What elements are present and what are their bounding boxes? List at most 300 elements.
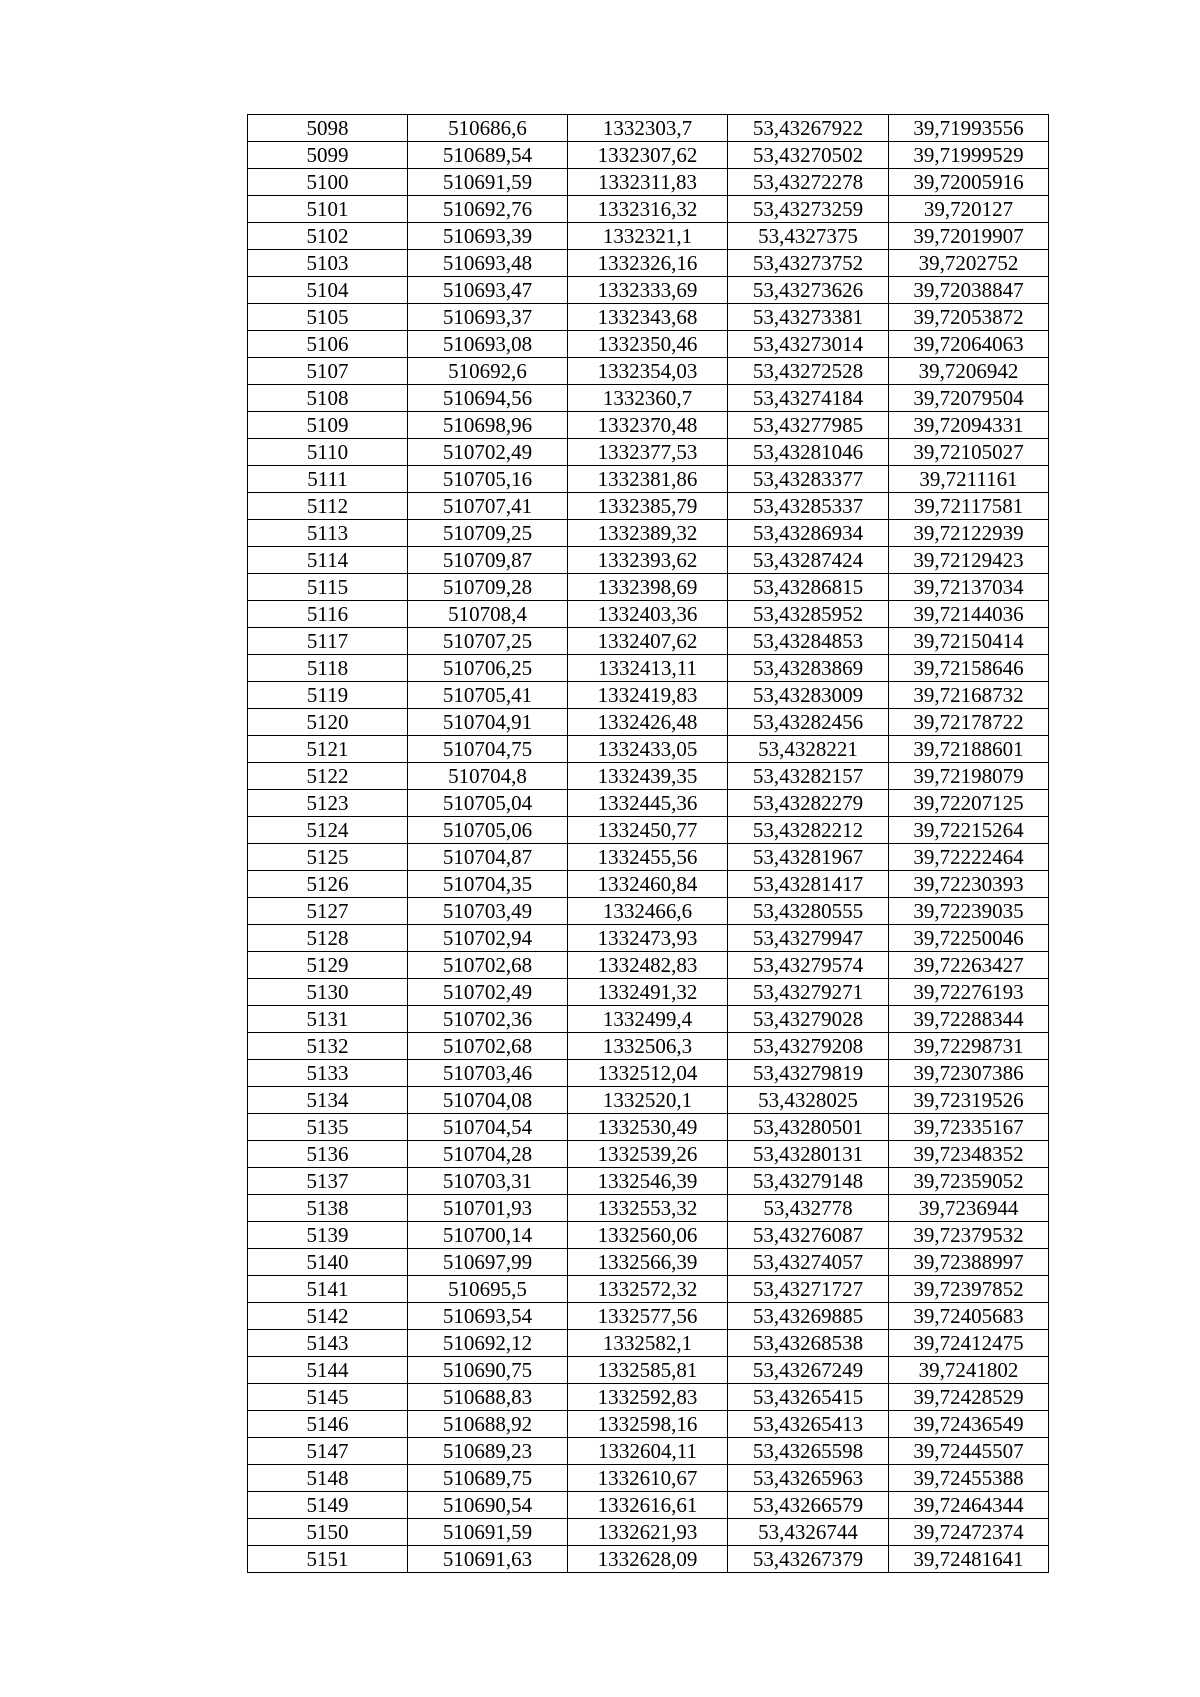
table-row: [248, 1384, 1049, 1411]
point-number-cell: 5102: [248, 223, 408, 250]
y-coordinate-cell: 1332450,77: [568, 817, 728, 844]
table-row: [248, 1087, 1049, 1114]
y-coordinate-cell: 1332539,26: [568, 1141, 728, 1168]
point-number-cell: 5138: [248, 1195, 408, 1222]
latitude-cell: 53,43282157: [728, 763, 889, 790]
point-number-cell: 5147: [248, 1438, 408, 1465]
latitude-cell: 53,43282456: [728, 709, 889, 736]
latitude-cell: 53,43273014: [728, 331, 889, 358]
table-row: [248, 1168, 1049, 1195]
latitude-cell: 53,43279819: [728, 1060, 889, 1087]
table-row: [248, 1114, 1049, 1141]
latitude-cell: 53,43268538: [728, 1330, 889, 1357]
table-row: [248, 979, 1049, 1006]
x-coordinate-cell: 510704,75: [408, 736, 568, 763]
x-coordinate-cell: 510697,99: [408, 1249, 568, 1276]
y-coordinate-cell: 1332311,83: [568, 169, 728, 196]
y-coordinate-cell: 1332482,83: [568, 952, 728, 979]
latitude-cell: 53,43285337: [728, 493, 889, 520]
table-row: [248, 250, 1049, 277]
x-coordinate-cell: 510704,35: [408, 871, 568, 898]
table-row: [248, 628, 1049, 655]
longitude-cell: 39,72464344: [889, 1492, 1049, 1519]
table-row: [248, 1060, 1049, 1087]
table-row: [248, 1222, 1049, 1249]
point-number-cell: 5103: [248, 250, 408, 277]
latitude-cell: 53,43287424: [728, 547, 889, 574]
x-coordinate-cell: 510693,48: [408, 250, 568, 277]
longitude-cell: 39,72472374: [889, 1519, 1049, 1546]
table-row: [248, 1438, 1049, 1465]
table-row: [248, 223, 1049, 250]
point-number-cell: 5115: [248, 574, 408, 601]
y-coordinate-cell: 1332413,11: [568, 655, 728, 682]
longitude-cell: 39,72335167: [889, 1114, 1049, 1141]
y-coordinate-cell: 1332439,35: [568, 763, 728, 790]
latitude-cell: 53,43279148: [728, 1168, 889, 1195]
longitude-cell: 39,72445507: [889, 1438, 1049, 1465]
latitude-cell: 53,43285952: [728, 601, 889, 628]
coordinates-table-body: [248, 115, 1049, 1573]
longitude-cell: 39,72250046: [889, 925, 1049, 952]
point-number-cell: 5111: [248, 466, 408, 493]
point-number-cell: 5144: [248, 1357, 408, 1384]
x-coordinate-cell: 510691,59: [408, 1519, 568, 1546]
latitude-cell: 53,43279271: [728, 979, 889, 1006]
x-coordinate-cell: 510705,04: [408, 790, 568, 817]
y-coordinate-cell: 1332393,62: [568, 547, 728, 574]
point-number-cell: 5101: [248, 196, 408, 223]
y-coordinate-cell: 1332354,03: [568, 358, 728, 385]
y-coordinate-cell: 1332506,3: [568, 1033, 728, 1060]
x-coordinate-cell: 510690,75: [408, 1357, 568, 1384]
longitude-cell: 39,72105027: [889, 439, 1049, 466]
x-coordinate-cell: 510709,28: [408, 574, 568, 601]
latitude-cell: 53,43281417: [728, 871, 889, 898]
y-coordinate-cell: 1332433,05: [568, 736, 728, 763]
x-coordinate-cell: 510702,68: [408, 952, 568, 979]
latitude-cell: 53,43270502: [728, 142, 889, 169]
point-number-cell: 5132: [248, 1033, 408, 1060]
latitude-cell: 53,43273259: [728, 196, 889, 223]
latitude-cell: 53,4328025: [728, 1087, 889, 1114]
y-coordinate-cell: 1332628,09: [568, 1546, 728, 1573]
x-coordinate-cell: 510688,83: [408, 1384, 568, 1411]
y-coordinate-cell: 1332473,93: [568, 925, 728, 952]
latitude-cell: 53,43281046: [728, 439, 889, 466]
x-coordinate-cell: 510693,39: [408, 223, 568, 250]
x-coordinate-cell: 510695,5: [408, 1276, 568, 1303]
latitude-cell: 53,43265963: [728, 1465, 889, 1492]
y-coordinate-cell: 1332360,7: [568, 385, 728, 412]
x-coordinate-cell: 510702,36: [408, 1006, 568, 1033]
point-number-cell: 5120: [248, 709, 408, 736]
y-coordinate-cell: 1332491,32: [568, 979, 728, 1006]
y-coordinate-cell: 1332426,48: [568, 709, 728, 736]
y-coordinate-cell: 1332520,1: [568, 1087, 728, 1114]
y-coordinate-cell: 1332621,93: [568, 1519, 728, 1546]
y-coordinate-cell: 1332610,67: [568, 1465, 728, 1492]
x-coordinate-cell: 510702,94: [408, 925, 568, 952]
x-coordinate-cell: 510703,46: [408, 1060, 568, 1087]
longitude-cell: 39,72117581: [889, 493, 1049, 520]
latitude-cell: 53,43280555: [728, 898, 889, 925]
x-coordinate-cell: 510703,49: [408, 898, 568, 925]
table-row: [248, 358, 1049, 385]
table-row: [248, 1006, 1049, 1033]
latitude-cell: 53,43282212: [728, 817, 889, 844]
table-row: [248, 115, 1049, 142]
latitude-cell: 53,43276087: [728, 1222, 889, 1249]
coordinates-table: [247, 114, 1049, 1573]
x-coordinate-cell: 510704,28: [408, 1141, 568, 1168]
x-coordinate-cell: 510704,91: [408, 709, 568, 736]
x-coordinate-cell: 510704,54: [408, 1114, 568, 1141]
point-number-cell: 5127: [248, 898, 408, 925]
latitude-cell: 53,43286934: [728, 520, 889, 547]
x-coordinate-cell: 510692,12: [408, 1330, 568, 1357]
latitude-cell: 53,4327375: [728, 223, 889, 250]
longitude-cell: 39,72388997: [889, 1249, 1049, 1276]
x-coordinate-cell: 510689,54: [408, 142, 568, 169]
latitude-cell: 53,43272528: [728, 358, 889, 385]
latitude-cell: 53,43265415: [728, 1384, 889, 1411]
x-coordinate-cell: 510701,93: [408, 1195, 568, 1222]
x-coordinate-cell: 510689,75: [408, 1465, 568, 1492]
y-coordinate-cell: 1332585,81: [568, 1357, 728, 1384]
longitude-cell: 39,72053872: [889, 304, 1049, 331]
longitude-cell: 39,7206942: [889, 358, 1049, 385]
longitude-cell: 39,71999529: [889, 142, 1049, 169]
y-coordinate-cell: 1332616,61: [568, 1492, 728, 1519]
x-coordinate-cell: 510704,8: [408, 763, 568, 790]
longitude-cell: 39,72188601: [889, 736, 1049, 763]
y-coordinate-cell: 1332326,16: [568, 250, 728, 277]
point-number-cell: 5140: [248, 1249, 408, 1276]
longitude-cell: 39,72094331: [889, 412, 1049, 439]
x-coordinate-cell: 510706,25: [408, 655, 568, 682]
point-number-cell: 5104: [248, 277, 408, 304]
longitude-cell: 39,71993556: [889, 115, 1049, 142]
longitude-cell: 39,7241802: [889, 1357, 1049, 1384]
table-row: [248, 142, 1049, 169]
longitude-cell: 39,7236944: [889, 1195, 1049, 1222]
x-coordinate-cell: 510686,6: [408, 115, 568, 142]
longitude-cell: 39,72307386: [889, 1060, 1049, 1087]
point-number-cell: 5107: [248, 358, 408, 385]
latitude-cell: 53,43265598: [728, 1438, 889, 1465]
x-coordinate-cell: 510694,56: [408, 385, 568, 412]
latitude-cell: 53,43269885: [728, 1303, 889, 1330]
latitude-cell: 53,43271727: [728, 1276, 889, 1303]
latitude-cell: 53,43273381: [728, 304, 889, 331]
y-coordinate-cell: 1332566,39: [568, 1249, 728, 1276]
point-number-cell: 5122: [248, 763, 408, 790]
point-number-cell: 5112: [248, 493, 408, 520]
y-coordinate-cell: 1332385,79: [568, 493, 728, 520]
y-coordinate-cell: 1332560,06: [568, 1222, 728, 1249]
longitude-cell: 39,72481641: [889, 1546, 1049, 1573]
table-row: [248, 1546, 1049, 1573]
y-coordinate-cell: 1332598,16: [568, 1411, 728, 1438]
point-number-cell: 5133: [248, 1060, 408, 1087]
longitude-cell: 39,7211161: [889, 466, 1049, 493]
longitude-cell: 39,72379532: [889, 1222, 1049, 1249]
point-number-cell: 5146: [248, 1411, 408, 1438]
x-coordinate-cell: 510692,76: [408, 196, 568, 223]
x-coordinate-cell: 510689,23: [408, 1438, 568, 1465]
point-number-cell: 5134: [248, 1087, 408, 1114]
longitude-cell: 39,72215264: [889, 817, 1049, 844]
longitude-cell: 39,72222464: [889, 844, 1049, 871]
latitude-cell: 53,43281967: [728, 844, 889, 871]
longitude-cell: 39,72178722: [889, 709, 1049, 736]
latitude-cell: 53,43283009: [728, 682, 889, 709]
longitude-cell: 39,72239035: [889, 898, 1049, 925]
y-coordinate-cell: 1332582,1: [568, 1330, 728, 1357]
y-coordinate-cell: 1332398,69: [568, 574, 728, 601]
y-coordinate-cell: 1332466,6: [568, 898, 728, 925]
latitude-cell: 53,43283377: [728, 466, 889, 493]
x-coordinate-cell: 510693,54: [408, 1303, 568, 1330]
y-coordinate-cell: 1332389,32: [568, 520, 728, 547]
y-coordinate-cell: 1332592,83: [568, 1384, 728, 1411]
latitude-cell: 53,43280131: [728, 1141, 889, 1168]
point-number-cell: 5139: [248, 1222, 408, 1249]
longitude-cell: 39,72198079: [889, 763, 1049, 790]
latitude-cell: 53,43279574: [728, 952, 889, 979]
point-number-cell: 5100: [248, 169, 408, 196]
point-number-cell: 5110: [248, 439, 408, 466]
longitude-cell: 39,72207125: [889, 790, 1049, 817]
latitude-cell: 53,43279028: [728, 1006, 889, 1033]
x-coordinate-cell: 510688,92: [408, 1411, 568, 1438]
y-coordinate-cell: 1332407,62: [568, 628, 728, 655]
latitude-cell: 53,43277985: [728, 412, 889, 439]
longitude-cell: 39,72428529: [889, 1384, 1049, 1411]
table-row: [248, 709, 1049, 736]
x-coordinate-cell: 510709,87: [408, 547, 568, 574]
point-number-cell: 5106: [248, 331, 408, 358]
y-coordinate-cell: 1332553,32: [568, 1195, 728, 1222]
table-row: [248, 655, 1049, 682]
x-coordinate-cell: 510705,41: [408, 682, 568, 709]
longitude-cell: 39,72319526: [889, 1087, 1049, 1114]
latitude-cell: 53,43286815: [728, 574, 889, 601]
point-number-cell: 5118: [248, 655, 408, 682]
point-number-cell: 5123: [248, 790, 408, 817]
latitude-cell: 53,43284853: [728, 628, 889, 655]
point-number-cell: 5150: [248, 1519, 408, 1546]
y-coordinate-cell: 1332381,86: [568, 466, 728, 493]
y-coordinate-cell: 1332499,4: [568, 1006, 728, 1033]
point-number-cell: 5109: [248, 412, 408, 439]
table-row: [248, 817, 1049, 844]
point-number-cell: 5145: [248, 1384, 408, 1411]
y-coordinate-cell: 1332530,49: [568, 1114, 728, 1141]
point-number-cell: 5135: [248, 1114, 408, 1141]
y-coordinate-cell: 1332572,32: [568, 1276, 728, 1303]
latitude-cell: 53,4328221: [728, 736, 889, 763]
longitude-cell: 39,72079504: [889, 385, 1049, 412]
point-number-cell: 5098: [248, 115, 408, 142]
x-coordinate-cell: 510704,08: [408, 1087, 568, 1114]
table-row: [248, 871, 1049, 898]
table-row: [248, 331, 1049, 358]
latitude-cell: 53,43274184: [728, 385, 889, 412]
table-row: [248, 466, 1049, 493]
longitude-cell: 39,72005916: [889, 169, 1049, 196]
longitude-cell: 39,72064063: [889, 331, 1049, 358]
point-number-cell: 5148: [248, 1465, 408, 1492]
y-coordinate-cell: 1332350,46: [568, 331, 728, 358]
longitude-cell: 39,72019907: [889, 223, 1049, 250]
latitude-cell: 53,43283869: [728, 655, 889, 682]
y-coordinate-cell: 1332343,68: [568, 304, 728, 331]
table-row: [248, 925, 1049, 952]
table-row: [248, 412, 1049, 439]
latitude-cell: 53,4326744: [728, 1519, 889, 1546]
latitude-cell: 53,43279947: [728, 925, 889, 952]
point-number-cell: 5121: [248, 736, 408, 763]
table-row: [248, 547, 1049, 574]
point-number-cell: 5119: [248, 682, 408, 709]
point-number-cell: 5151: [248, 1546, 408, 1573]
table-row: [248, 1249, 1049, 1276]
y-coordinate-cell: 1332445,36: [568, 790, 728, 817]
latitude-cell: 53,43266579: [728, 1492, 889, 1519]
table-row: [248, 277, 1049, 304]
table-row: [248, 1330, 1049, 1357]
table-row: [248, 196, 1049, 223]
table-row: [248, 439, 1049, 466]
longitude-cell: 39,720127: [889, 196, 1049, 223]
table-row: [248, 1276, 1049, 1303]
table-row: [248, 763, 1049, 790]
latitude-cell: 53,43282279: [728, 790, 889, 817]
point-number-cell: 5149: [248, 1492, 408, 1519]
x-coordinate-cell: 510707,25: [408, 628, 568, 655]
x-coordinate-cell: 510700,14: [408, 1222, 568, 1249]
longitude-cell: 39,72455388: [889, 1465, 1049, 1492]
table-row: [248, 1519, 1049, 1546]
longitude-cell: 39,72288344: [889, 1006, 1049, 1033]
point-number-cell: 5125: [248, 844, 408, 871]
table-row: [248, 1033, 1049, 1060]
x-coordinate-cell: 510691,59: [408, 169, 568, 196]
y-coordinate-cell: 1332370,48: [568, 412, 728, 439]
latitude-cell: 53,43267379: [728, 1546, 889, 1573]
table-row: [248, 1357, 1049, 1384]
table-row: [248, 304, 1049, 331]
table-row: [248, 1303, 1049, 1330]
longitude-cell: 39,72263427: [889, 952, 1049, 979]
longitude-cell: 39,72144036: [889, 601, 1049, 628]
x-coordinate-cell: 510698,96: [408, 412, 568, 439]
point-number-cell: 5129: [248, 952, 408, 979]
longitude-cell: 39,72359052: [889, 1168, 1049, 1195]
point-number-cell: 5142: [248, 1303, 408, 1330]
latitude-cell: 53,432778: [728, 1195, 889, 1222]
point-number-cell: 5124: [248, 817, 408, 844]
longitude-cell: 39,72405683: [889, 1303, 1049, 1330]
table-row: [248, 169, 1049, 196]
x-coordinate-cell: 510707,41: [408, 493, 568, 520]
point-number-cell: 5116: [248, 601, 408, 628]
point-number-cell: 5136: [248, 1141, 408, 1168]
table-row: [248, 952, 1049, 979]
point-number-cell: 5143: [248, 1330, 408, 1357]
table-row: [248, 1492, 1049, 1519]
x-coordinate-cell: 510705,06: [408, 817, 568, 844]
x-coordinate-cell: 510690,54: [408, 1492, 568, 1519]
y-coordinate-cell: 1332303,7: [568, 115, 728, 142]
table-row: [248, 601, 1049, 628]
x-coordinate-cell: 510691,63: [408, 1546, 568, 1573]
latitude-cell: 53,43280501: [728, 1114, 889, 1141]
longitude-cell: 39,72436549: [889, 1411, 1049, 1438]
x-coordinate-cell: 510692,6: [408, 358, 568, 385]
latitude-cell: 53,43265413: [728, 1411, 889, 1438]
table-row: [248, 898, 1049, 925]
y-coordinate-cell: 1332321,1: [568, 223, 728, 250]
x-coordinate-cell: 510702,49: [408, 439, 568, 466]
longitude-cell: 39,72276193: [889, 979, 1049, 1006]
longitude-cell: 39,72122939: [889, 520, 1049, 547]
y-coordinate-cell: 1332512,04: [568, 1060, 728, 1087]
latitude-cell: 53,43273752: [728, 250, 889, 277]
longitude-cell: 39,72168732: [889, 682, 1049, 709]
longitude-cell: 39,72038847: [889, 277, 1049, 304]
y-coordinate-cell: 1332377,53: [568, 439, 728, 466]
latitude-cell: 53,43267922: [728, 115, 889, 142]
point-number-cell: 5108: [248, 385, 408, 412]
longitude-cell: 39,72348352: [889, 1141, 1049, 1168]
longitude-cell: 39,72397852: [889, 1276, 1049, 1303]
table-row: [248, 1195, 1049, 1222]
y-coordinate-cell: 1332604,11: [568, 1438, 728, 1465]
table-row: [248, 1411, 1049, 1438]
longitude-cell: 39,72158646: [889, 655, 1049, 682]
point-number-cell: 5137: [248, 1168, 408, 1195]
latitude-cell: 53,43267249: [728, 1357, 889, 1384]
point-number-cell: 5130: [248, 979, 408, 1006]
x-coordinate-cell: 510704,87: [408, 844, 568, 871]
y-coordinate-cell: 1332577,56: [568, 1303, 728, 1330]
point-number-cell: 5117: [248, 628, 408, 655]
y-coordinate-cell: 1332460,84: [568, 871, 728, 898]
table-row: [248, 574, 1049, 601]
point-number-cell: 5131: [248, 1006, 408, 1033]
table-row: [248, 844, 1049, 871]
y-coordinate-cell: 1332333,69: [568, 277, 728, 304]
y-coordinate-cell: 1332307,62: [568, 142, 728, 169]
x-coordinate-cell: 510708,4: [408, 601, 568, 628]
x-coordinate-cell: 510693,37: [408, 304, 568, 331]
y-coordinate-cell: 1332419,83: [568, 682, 728, 709]
y-coordinate-cell: 1332403,36: [568, 601, 728, 628]
point-number-cell: 5141: [248, 1276, 408, 1303]
table-row: [248, 493, 1049, 520]
point-number-cell: 5126: [248, 871, 408, 898]
x-coordinate-cell: 510703,31: [408, 1168, 568, 1195]
x-coordinate-cell: 510693,47: [408, 277, 568, 304]
point-number-cell: 5113: [248, 520, 408, 547]
point-number-cell: 5114: [248, 547, 408, 574]
longitude-cell: 39,72129423: [889, 547, 1049, 574]
longitude-cell: 39,72298731: [889, 1033, 1049, 1060]
longitude-cell: 39,7202752: [889, 250, 1049, 277]
